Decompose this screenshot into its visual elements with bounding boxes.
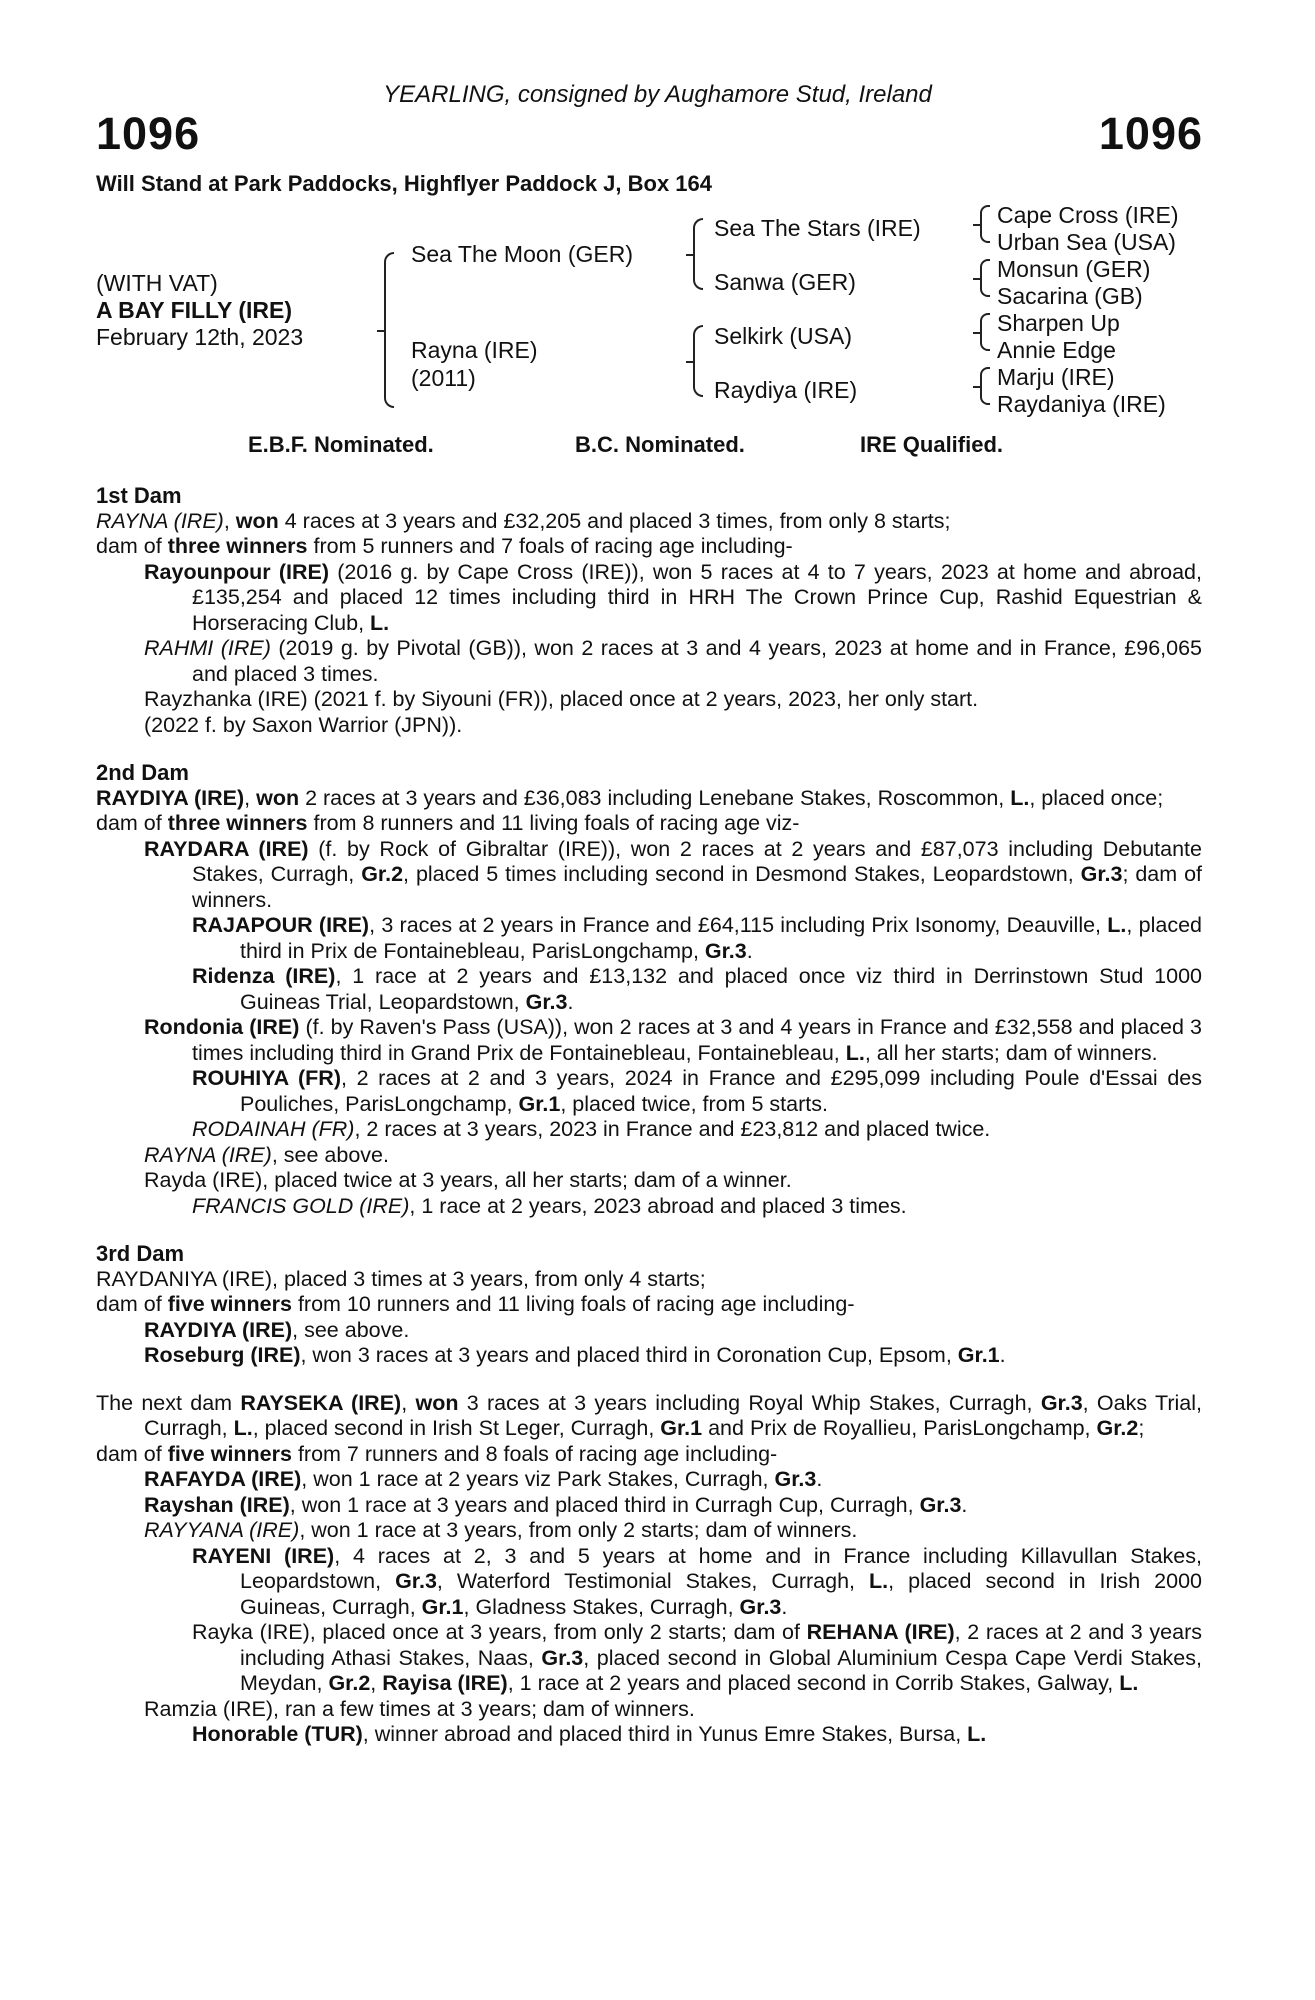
pedigree-sdd: Sacarina (GB) [997, 283, 1143, 309]
pedigree-sds: Monsun (GER) [997, 256, 1151, 282]
first-dam-produce-summary: dam of three winners from 5 runners and 7 foals of racing age including- [96, 534, 793, 558]
pedigree-dsd: Annie Edge [997, 337, 1116, 363]
first-dam-produce-4: (2022 f. by Saxon Warrior (JPN)). [144, 712, 463, 737]
pedigree-ssd: Urban Sea (USA) [997, 229, 1176, 255]
pedigree-ddd: Raydaniya (IRE) [997, 391, 1166, 417]
first-dam-produce-3: Rayzhanka (IRE) (2021 f. by Siyouni (FR)), placed once at 2 years, 2023, her only start. [144, 687, 979, 711]
pedigree-dss: Sharpen Up [997, 310, 1120, 336]
next-dam-grandproduce-honorable: Honorable (TUR), winner abroad and placed third in Yunus Emre Stakes, Bursa, L. [192, 1722, 987, 1746]
next-dam-produce-rayshan: Rayshan (IRE), won 1 race at 3 years and placed third in Curragh Cup, Curragh, Gr.3. [144, 1492, 968, 1517]
second-dam-produce-raydara: RAYDARA (IRE) (f. by Rock of Gibraltar (IRE)), won 2 races at 2 years and £87,073 including Debutante Stakes, Curragh, Gr.2, placed 5 times including second in Desmond Stakes, Leopardstown, Gr.3; dam of winners. [144, 836, 1203, 912]
bc-note: B.C. Nominated. [575, 432, 745, 457]
pedigree-sire: Sea The Moon (GER) [411, 241, 634, 267]
third-dam-heading: 3rd Dam [96, 1241, 185, 1266]
next-dam-produce-ramzia: Ramzia (IRE), ran a few times at 3 years; dam of winners. [144, 1696, 695, 1721]
consignor-subtitle: YEARLING, consigned by Aughamore Stud, Ireland [383, 81, 932, 108]
horse-name: A BAY FILLY (IRE) [96, 297, 292, 323]
vat-label: (WITH VAT) [96, 270, 218, 296]
pedigree-brace-ss [980, 205, 990, 243]
ire-note: IRE Qualified. [860, 432, 1004, 457]
pedigree-brace-sire [693, 218, 703, 290]
pedigree-brace-ds [980, 313, 990, 351]
next-dam-produce-rayyana: RAYYANA (IRE), won 1 race at 3 years, from only 2 starts; dam of winners. [144, 1518, 858, 1542]
second-dam-produce-rayda: Rayda (IRE), placed twice at 3 years, all her starts; dam of a winner. [144, 1168, 792, 1192]
second-dam-heading: 2nd Dam [96, 760, 189, 785]
pedigree-sire-sire: Sea The Stars (IRE) [714, 215, 921, 241]
third-dam-produce-summary: dam of five winners from 10 runners and 11 living foals of racing age including- [96, 1292, 855, 1316]
pedigree-brace-sd [980, 259, 990, 297]
stabling-location: Will Stand at Park Paddocks, Highflyer Paddock J, Box 164 [96, 171, 712, 196]
pedigree-dds: Marju (IRE) [997, 364, 1115, 390]
second-dam-grandproduce-rodainah: RODAINAH (FR), 2 races at 3 years, 2023 in France and £23,812 and placed twice. [192, 1117, 991, 1141]
second-dam-grandproduce-ridenza: Ridenza (IRE), 1 race at 2 years and £13,132 and placed once viz third in Derrinstown Stud 1000 Guineas Trial, Leopardstown, Gr.3. [192, 964, 1202, 1014]
first-dam-line: RAYNA (IRE), won 4 races at 3 years and £32,205 and placed 3 times, from only 8 starts; [96, 508, 951, 533]
first-dam-heading: 1st Dam [96, 483, 182, 508]
horse-dob: February 12th, 2023 [96, 324, 304, 350]
second-dam-grandproduce-rajapour: RAJAPOUR (IRE), 3 races at 2 years in France and £64,115 including Prix Isonomy, Deauville, L., placed third in Prix de Fontainebleau, ParisLongchamp, Gr.3. [192, 913, 1202, 963]
next-dam-line: The next dam RAYSEKA (IRE), won 3 races at 3 years including Royal Whip Stakes, Curragh, Gr.3, Oaks Trial, Curragh, L., placed second in Irish St Leger, Curragh, Gr.1 and Prix de Royallieu, ParisLongchamp, Gr.2; [96, 1390, 1202, 1440]
pedigree-sss: Cape Cross (IRE) [997, 202, 1179, 228]
third-dam-produce-raydiya: RAYDIYA (IRE), see above. [144, 1317, 410, 1342]
second-dam-produce-rayna: RAYNA (IRE), see above. [144, 1142, 389, 1167]
next-dam-grandproduce-rayeni: RAYENI (IRE), 4 races at 2, 3 and 5 years at home and in France including Killavullan Stakes, Leopardstown, Gr.3, Waterford Testimonial Stakes, Curragh, L., placed second in Irish 2000 Guineas, Curragh, Gr.1, Gladness Stakes, Curragh, Gr.3. [192, 1543, 1203, 1619]
pedigree-sire-dam: Sanwa (GER) [714, 269, 856, 295]
second-dam-grandproduce-rouhiya: ROUHIYA (FR), 2 races at 2 and 3 years, 2024 in France and £295,099 including Poule d'Essai des Pouliches, ParisLongchamp, Gr.1, placed twice, from 5 starts. [192, 1066, 1202, 1116]
pedigree-dam: Rayna (IRE) [411, 337, 538, 363]
next-dam-produce-summary: dam of five winners from 7 runners and 8 foals of racing age including- [96, 1441, 778, 1466]
ebf-note: E.B.F. Nominated. [248, 432, 434, 457]
first-dam-produce-1: Rayounpour (IRE) (2016 g. by Cape Cross (IRE)), won 5 races at 4 to 7 years, 2023 at home and abroad, £135,254 and placed 12 times including third in HRH The Crown Prince Cup, Rashid Equestrian & Horseracing Club, L. [144, 559, 1202, 635]
pedigree-brace-dam [693, 325, 703, 397]
pedigree-dam-year: (2011) [411, 365, 476, 391]
next-dam-produce-rafayda: RAFAYDA (IRE), won 1 race at 2 years viz Park Stakes, Curragh, Gr.3. [144, 1467, 823, 1491]
pedigree-dam-sire: Selkirk (USA) [714, 323, 853, 349]
next-dam-grandproduce-rayka: Rayka (IRE), placed once at 3 years, from only 2 starts; dam of REHANA (IRE), 2 races at 2 and 3 years including Athasi Stakes, Naas, Gr.3, placed second in Global Aluminium Cespa Cape Verdi Stakes, Meydan, Gr.2, Rayisa (IRE), 1 race at 2 years and placed second in Corrib Stakes, Galway, L. [192, 1620, 1202, 1695]
third-dam-produce-roseburg: Roseburg (IRE), won 3 races at 3 years and placed third in Coronation Cup, Epsom, Gr.1. [144, 1343, 1006, 1367]
second-dam-produce-summary: dam of three winners from 8 runners and 11 living foals of racing age viz- [96, 811, 800, 835]
third-dam-line: RAYDANIYA (IRE), placed 3 times at 3 years, from only 4 starts; [96, 1266, 706, 1291]
pedigree-brace-dd [980, 367, 990, 405]
pedigree-dam-dam: Raydiya (IRE) [714, 377, 858, 403]
second-dam-grandproduce-francis-gold: FRANCIS GOLD (IRE), 1 race at 2 years, 2023 abroad and placed 3 times. [192, 1193, 907, 1218]
lot-number-right: 1096 [1098, 108, 1203, 159]
catalogue-body [96, 483, 1202, 1748]
first-dam-produce-2: RAHMI (IRE) (2019 g. by Pivotal (GB)), won 2 races at 3 and 4 years, 2023 at home and in France, £96,065 and placed 3 times. [144, 636, 1202, 686]
second-dam-produce-rondonia: Rondonia (IRE) (f. by Raven's Pass (USA)), won 2 races at 3 and 4 years in France and £32,558 and placed 3 times including third in Grand Prix de Fontainebleau, Fontainebleau, L., all her starts; dam of winners. [144, 1015, 1202, 1065]
lot-number-left: 1096 [96, 108, 201, 159]
second-dam-line: RAYDIYA (IRE), won 2 races at 3 years and £36,083 including Lenebane Stakes, Roscommon, L., placed once; [96, 785, 1164, 810]
pedigree-brace-gen1 [384, 252, 394, 408]
